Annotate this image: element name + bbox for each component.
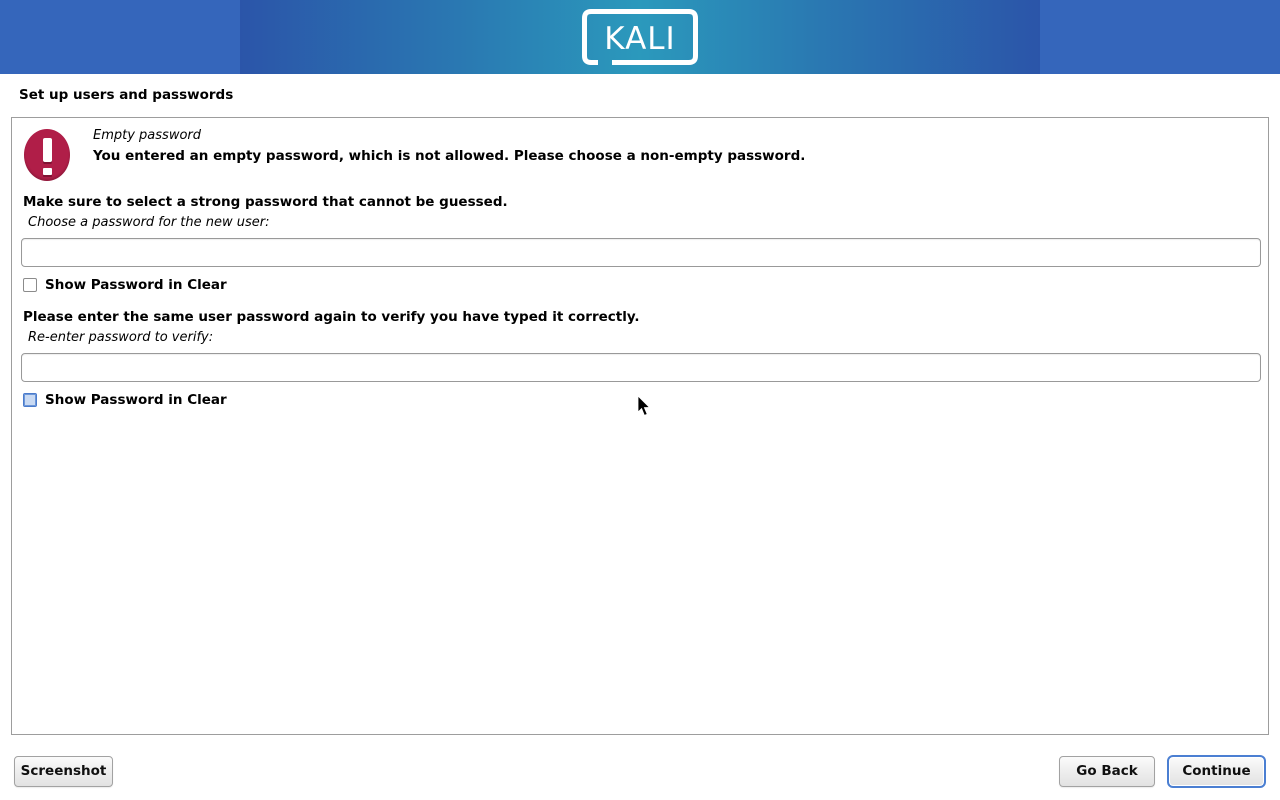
error-exclamation-icon: [24, 129, 70, 181]
page-title: Set up users and passwords: [19, 87, 234, 103]
verify-password-input[interactable]: [21, 353, 1261, 382]
error-title: Empty password: [93, 128, 201, 143]
kali-logo-icon: [582, 9, 698, 65]
error-message: You entered an empty password, which is not allowed. Please choose a non-empty password.: [93, 148, 806, 164]
show-password-verify-checkbox[interactable]: [23, 393, 37, 407]
show-password-checkbox[interactable]: [23, 278, 37, 292]
screenshot-button[interactable]: Screenshot: [14, 756, 113, 787]
main-content-panel: [11, 117, 1269, 735]
password-heading: Make sure to select a strong password that cannot be guessed.: [23, 194, 508, 210]
kali-logo-text: KALI: [604, 21, 676, 57]
show-password-verify-checkbox-row[interactable]: [23, 392, 227, 408]
show-password-checkbox-row[interactable]: [23, 277, 227, 293]
installer-banner: [0, 0, 1280, 74]
show-password-verify-label: Show Password in Clear: [45, 392, 227, 408]
password-label: Choose a password for the new user:: [28, 215, 270, 230]
password-input[interactable]: [21, 238, 1261, 267]
verify-label: Re-enter password to verify:: [28, 330, 214, 345]
go-back-button[interactable]: Go Back: [1059, 756, 1155, 787]
show-password-label: Show Password in Clear: [45, 277, 227, 293]
verify-heading: Please enter the same user password again to verify you have typed it correctly.: [23, 309, 640, 325]
continue-button[interactable]: Continue: [1167, 755, 1266, 788]
